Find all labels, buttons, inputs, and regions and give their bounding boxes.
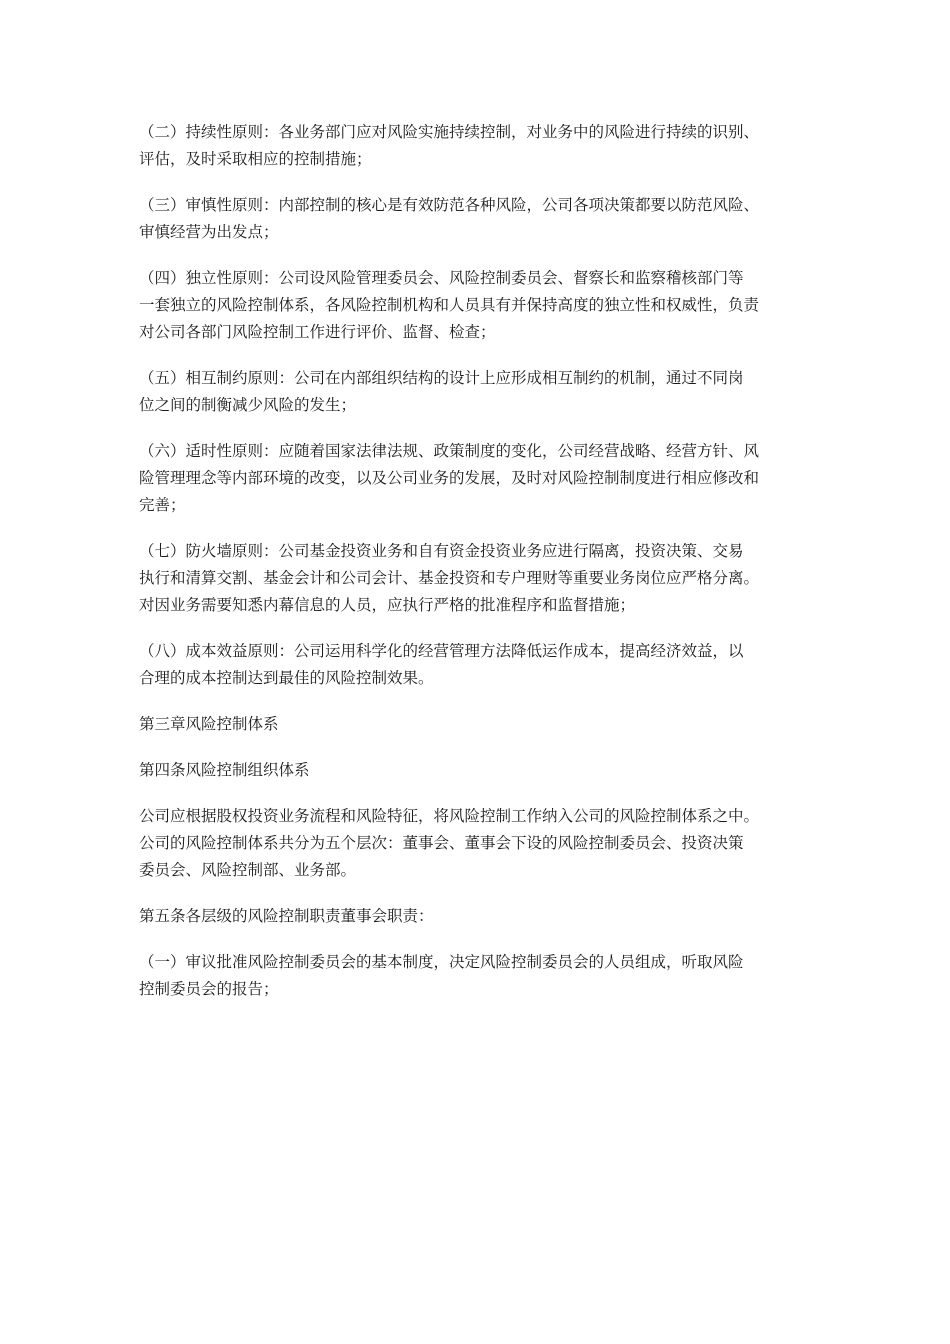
text-line: 第四条风险控制组织体系 [139,761,310,779]
text-line: 第三章风险控制体系 [139,715,279,733]
text-line: （八）成本效益原则：公司运用科学化的经营管理方法降低运作成本，提高经济效益，以 [139,642,744,660]
text-line: 公司的风险控制体系共分为五个层次：董事会、董事会下设的风险控制委员会、投资决策 [139,834,744,852]
text-line: 合理的成本控制达到最佳的风险控制效果。 [139,669,434,687]
text-line: （七）防火墙原则：公司基金投资业务和自有资金投资业务应进行隔离，投资决策、交易 [139,542,744,560]
text-line: 评估，及时采取相应的控制措施； [139,150,372,168]
text-line: 完善； [139,496,186,514]
text-line: 第五条各层级的风险控制职责董事会职责： [139,907,434,925]
paragraph-control-system [139,803,829,884]
text-line: 对公司各部门风险控制工作进行评价、监督、检查； [139,323,496,341]
text-line: （三）审慎性原则：内部控制的核心是有效防范各种风险，公司各项决策都要以防范风险、 [139,196,760,214]
text-line: （六）适时性原则：应随着国家法律法规、政策制度的变化，公司经营战略、经营方针、风 [139,442,760,460]
paragraph-continuity-principle [139,119,829,173]
text-line: （二）持续性原则：各业务部门应对风险实施持续控制，对业务中的风险进行持续的识别、 [139,123,760,141]
text-line: 位之间的制衡减少风险的发生； [139,396,357,414]
text-line: 险管理理念等内部环境的改变，以及公司业务的发展，及时对风险控制制度进行相应修改和 [139,469,760,487]
paragraph-prudence-principle [139,192,829,246]
paragraph-cost-benefit-principle [139,638,829,692]
paragraph-independence-principle [139,265,829,346]
text-line: 控制委员会的报告； [139,980,279,998]
text-line: 执行和清算交割、基金会计和公司会计、基金投资和专户理财等重要业务岗位应严格分离。 [139,569,760,587]
text-line: （五）相互制约原则：公司在内部组织结构的设计上应形成相互制约的机制，通过不同岗 [139,369,744,387]
text-line: 一套独立的风险控制体系，各风险控制机构和人员具有并保持高度的独立性和权威性，负责 [139,296,760,314]
article-heading [139,903,829,930]
text-line: 对因业务需要知悉内幕信息的人员，应执行严格的批准程序和监督措施； [139,596,636,614]
document-body [139,119,829,1022]
paragraph-firewall-principle [139,538,829,619]
text-line: 审慎经营为出发点； [139,223,279,241]
chapter-heading [139,711,829,738]
paragraph-timeliness-principle [139,438,829,519]
text-line: 委员会、风险控制部、业务部。 [139,861,357,879]
article-heading [139,757,829,784]
paragraph-board-duty-1 [139,949,829,1003]
paragraph-mutual-restraint-principle [139,365,829,419]
text-line: 公司应根据股权投资业务流程和风险特征，将风险控制工作纳入公司的风险控制体系之中。 [139,807,760,825]
text-line: （四）独立性原则：公司设风险管理委员会、风险控制委员会、督察长和监察稽核部门等 [139,269,744,287]
text-line: （一）审议批准风险控制委员会的基本制度，决定风险控制委员会的人员组成，听取风险 [139,953,744,971]
